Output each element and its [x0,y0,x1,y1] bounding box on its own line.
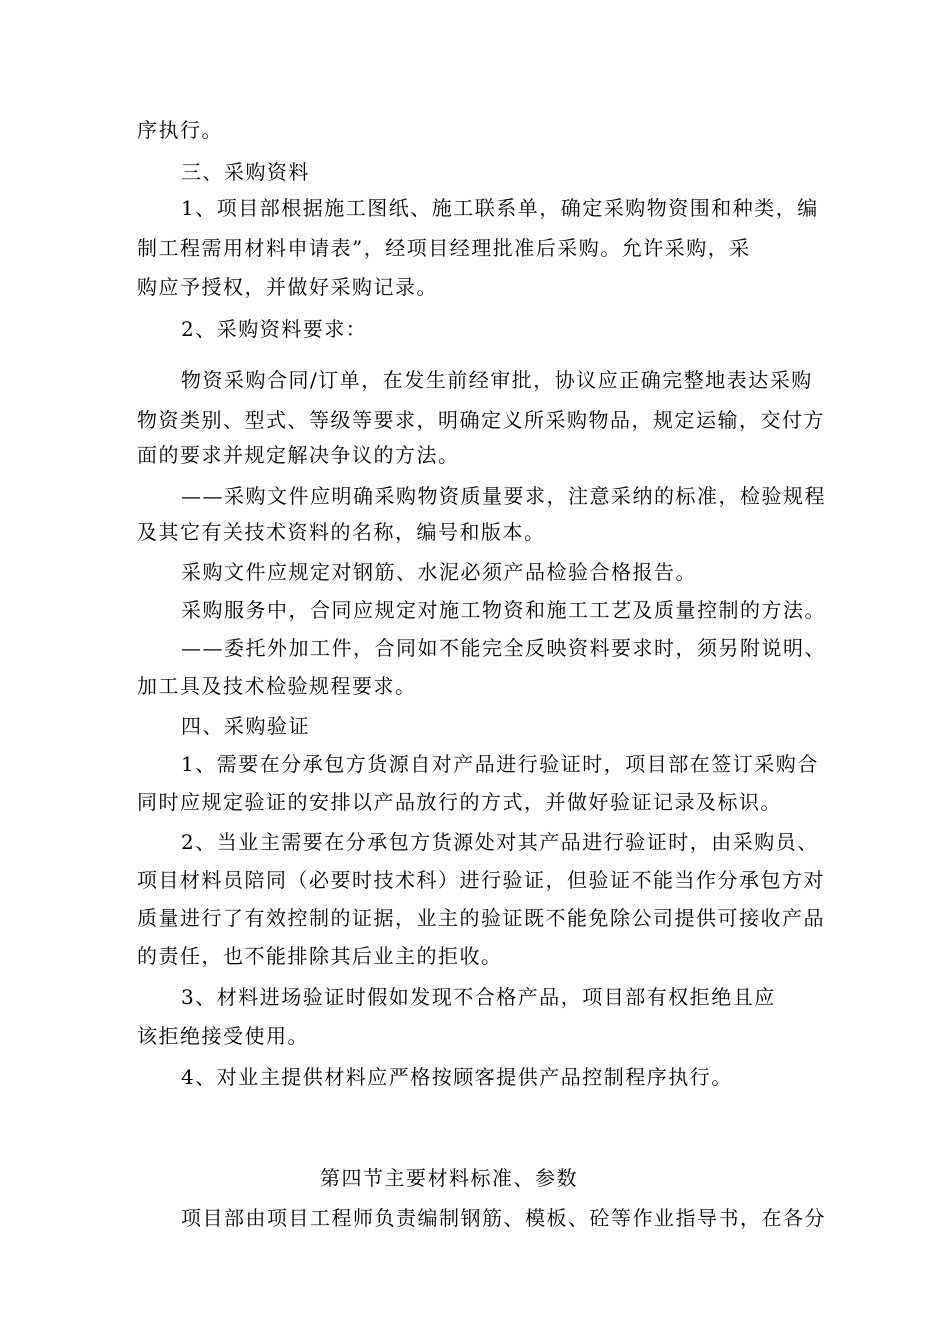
text-line-18: 同时应规定验证的安排以产品放行的方式，并做好验证记录及标识。 [137,790,782,814]
text-line-24: 该拒绝接受使用。 [137,1024,309,1048]
text-line-17: 1、需要在分承包方货源自对产品进行验证时，项目部在签订采购合 [181,752,819,776]
text-line-12: 采购文件应规定对钢筋、水泥必须产品检验合格报告。 [181,560,697,584]
text-line-27: 项目部由项目工程师负责编制钢筋、模板、砼等作业指导书，在各分 [181,1206,826,1230]
text-line-22: 的责任，也不能排除其后业主的拒收。 [137,944,503,968]
text-line-5: 购应予授权，并做好采购记录。 [137,275,438,299]
section-heading-purchase-materials: 三、采购资料 [181,160,310,184]
text-line-13: 采购服务中，合同应规定对施工物资和施工工艺及质量控制的方法。 [181,598,826,622]
text-line-4: 制工程需用材料申请表”，经项目经理批准后采购。允许采购，采 [137,236,751,260]
text-line-25: 4、对业主提供材料应严格按顾客提供产品控制程序执行。 [181,1065,733,1089]
text-line-20: 项目材料员陪同（必要时技术科）进行验证，但验证不能当作分承包方对 [137,868,825,892]
text-line-1: 序执行。 [137,118,223,142]
text-line-10: ——采购文件应明确采购物资质量要求，注意采纳的标准，检验规程 [181,484,826,508]
text-line-11: 及其它有关技术资料的名称，编号和版本。 [137,520,546,544]
text-line-19: 2、当业主需要在分承包方货源处对其产品进行验证时，由采购员、 [181,830,819,854]
section-heading-purchase-verification: 四、采购验证 [181,714,310,738]
subheading-purchase-requirements: 2、采购资料要求： [181,317,368,341]
text-line-21: 质量进行了有效控制的证据，业主的验证既不能免除公司提供可接收产品 [137,906,825,930]
text-line-15: 加工具及技术检验规程要求。 [137,674,417,698]
text-line-23: 3、材料进场验证时假如发现不合格产品，项目部有权拒绝且应 [181,985,776,1009]
text-line-3: 1、项目部根据施工图纸、施工联系单，确定采购物资围和种类，编 [181,196,819,220]
section-title-main-materials: 第四节主要材料标准、参数 [320,1166,578,1190]
text-line-7: 物资采购合同/订单，在发生前经审批，协议应正确完整地表达采购 [181,368,813,392]
text-line-14: ——委托外加工件，合同如不能完全反映资料要求时，须另附说明、 [181,636,826,660]
text-line-9: 面的要求并规定解决争议的方法。 [137,443,460,467]
text-line-8: 物资类别、型式、等级等要求，明确定义所采购物品，规定运输，交付方 [137,408,825,432]
